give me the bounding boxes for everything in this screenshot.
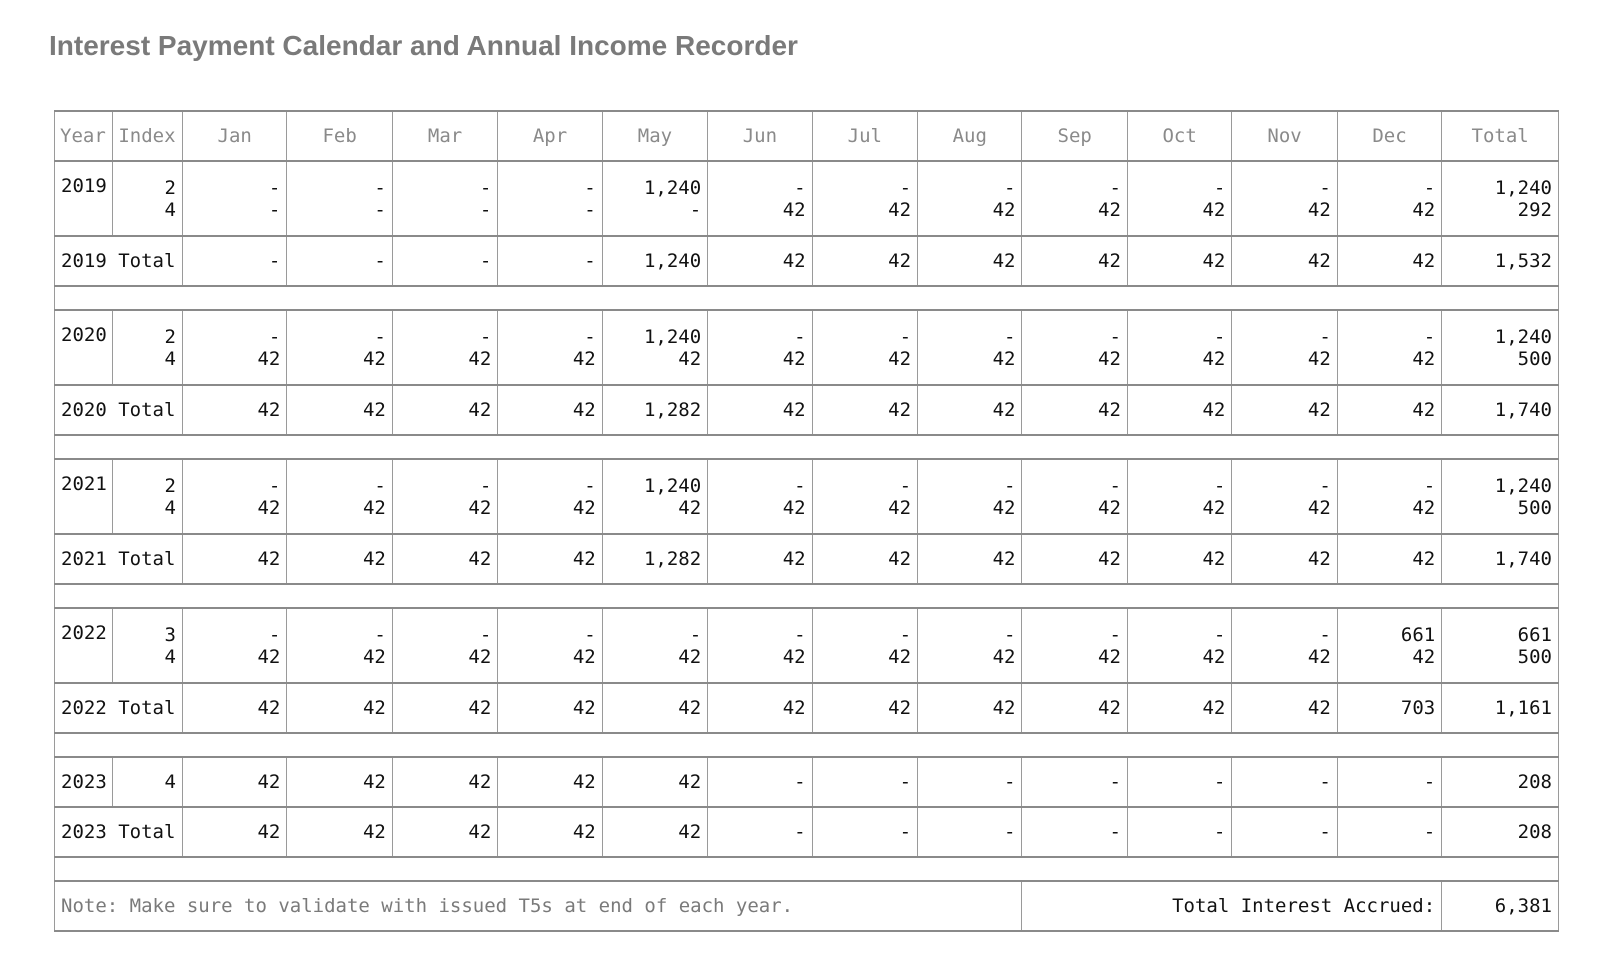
month-value-cell: 42 xyxy=(1337,199,1441,236)
month-header-mar: Mar xyxy=(392,111,497,161)
month-value-cell: 42 xyxy=(708,646,812,683)
year-total-month-cell: - xyxy=(1127,807,1231,857)
year-total-month-cell: 42 xyxy=(1022,385,1127,435)
month-value-cell: 42 xyxy=(1127,497,1231,534)
month-value-cell: - xyxy=(392,310,497,348)
month-header-nov: Nov xyxy=(1232,111,1337,161)
year-total-month-cell: 42 xyxy=(1022,236,1127,286)
month-value-cell: 42 xyxy=(708,199,812,236)
month-value-cell: 42 xyxy=(1337,497,1441,534)
year-cell: 2020 xyxy=(55,310,113,385)
index-cell: 2 xyxy=(113,310,183,348)
year-total-month-cell: 42 xyxy=(812,683,917,733)
year-total-row xyxy=(55,534,1559,584)
month-value-cell: 42 xyxy=(708,348,812,385)
year-grand-total-cell: 208 xyxy=(1442,807,1559,857)
total-accrued-label: Total Interest Accrued: xyxy=(1022,881,1442,931)
month-value-cell: 42 xyxy=(918,348,1022,385)
month-value-cell: - xyxy=(287,161,392,199)
month-value-cell: 42 xyxy=(812,646,917,683)
month-value-cell: - xyxy=(602,199,707,236)
year-grand-total-cell: 1,532 xyxy=(1442,236,1559,286)
month-value-cell: - xyxy=(287,199,392,236)
year-grand-total-cell: 1,161 xyxy=(1442,683,1559,733)
month-value-cell: 42 xyxy=(182,646,286,683)
year-total-month-cell: 42 xyxy=(708,683,812,733)
spacer-cell xyxy=(55,733,1559,757)
month-value-cell: 42 xyxy=(287,348,392,385)
year-total-month-cell: - xyxy=(392,236,497,286)
month-value-cell: - xyxy=(708,161,812,199)
year-total-month-cell: 42 xyxy=(1337,385,1441,435)
year-total-month-cell: 42 xyxy=(182,534,286,584)
month-value-cell: 42 xyxy=(1127,646,1231,683)
month-value-cell: - xyxy=(918,459,1022,497)
month-value-cell: - xyxy=(708,608,812,646)
month-value-cell: 42 xyxy=(602,757,707,807)
month-header-aug: Aug xyxy=(918,111,1022,161)
year-total-month-cell: 42 xyxy=(1022,534,1127,584)
month-value-cell: - xyxy=(498,310,602,348)
year-total-month-cell: 1,240 xyxy=(602,236,707,286)
year-total-month-cell: 42 xyxy=(287,534,392,584)
month-value-cell: 661 xyxy=(1337,608,1441,646)
month-value-cell: 42 xyxy=(812,348,917,385)
year-total-month-cell: 42 xyxy=(1232,534,1337,584)
year-total-month-cell: 42 xyxy=(918,534,1022,584)
year-total-month-cell: - xyxy=(1022,807,1127,857)
month-value-cell: - xyxy=(1022,459,1127,497)
page-title: Interest Payment Calendar and Annual Income Recorder xyxy=(49,30,798,61)
year-total-month-cell: 42 xyxy=(182,683,286,733)
row-total-cell: 1,240 xyxy=(1442,459,1559,497)
month-value-cell: 42 xyxy=(602,497,707,534)
year-total-month-cell: 42 xyxy=(1022,683,1127,733)
year-total-month-cell: 42 xyxy=(708,534,812,584)
index-header: Index xyxy=(113,111,183,161)
index-cell: 4 xyxy=(113,497,183,534)
month-value-cell: 42 xyxy=(1232,348,1337,385)
year-total-month-cell: 42 xyxy=(392,385,497,435)
spacer-row xyxy=(55,733,1559,757)
month-value-cell: - xyxy=(498,199,602,236)
month-value-cell: 42 xyxy=(918,646,1022,683)
row-total-cell: 1,240 xyxy=(1442,161,1559,199)
month-value-cell: - xyxy=(602,608,707,646)
month-value-cell: 42 xyxy=(1337,348,1441,385)
year-total-month-cell: 42 xyxy=(498,683,602,733)
year-total-label: 2023 Total xyxy=(55,807,183,857)
year-total-month-cell: 42 xyxy=(602,807,707,857)
index-cell: 4 xyxy=(113,348,183,385)
month-value-cell: - xyxy=(1232,757,1337,807)
year-total-month-cell: 42 xyxy=(708,385,812,435)
month-header-jun: Jun xyxy=(708,111,812,161)
year-cell: 2019 xyxy=(55,161,113,236)
month-value-cell: - xyxy=(1337,161,1441,199)
month-value-cell: 1,240 xyxy=(602,161,707,199)
spacer-cell xyxy=(55,857,1559,881)
month-value-cell: - xyxy=(1022,608,1127,646)
row-total-cell: 500 xyxy=(1442,348,1559,385)
year-total-month-cell: 42 xyxy=(392,807,497,857)
month-value-cell: - xyxy=(918,608,1022,646)
row-total-cell: 1,240 xyxy=(1442,310,1559,348)
year-total-month-cell: 42 xyxy=(392,534,497,584)
row-total-cell: 500 xyxy=(1442,497,1559,534)
index-cell: 4 xyxy=(113,646,183,683)
year-total-row xyxy=(55,807,1559,857)
month-value-cell: 42 xyxy=(182,757,286,807)
month-value-cell: 42 xyxy=(392,646,497,683)
interest-table xyxy=(54,110,1559,932)
year-total-month-cell: 42 xyxy=(812,385,917,435)
month-value-cell: 42 xyxy=(812,199,917,236)
year-total-month-cell: - xyxy=(498,236,602,286)
year-total-month-cell: 42 xyxy=(708,236,812,286)
year-total-month-cell: 42 xyxy=(1232,683,1337,733)
month-value-cell: - xyxy=(918,161,1022,199)
year-cell: 2022 xyxy=(55,608,113,683)
footer-row xyxy=(55,881,1559,931)
month-value-cell: - xyxy=(1232,608,1337,646)
month-value-cell: 42 xyxy=(287,757,392,807)
month-value-cell: 42 xyxy=(1232,199,1337,236)
month-value-cell: 42 xyxy=(1337,646,1441,683)
month-value-cell: - xyxy=(287,310,392,348)
month-value-cell: - xyxy=(1127,161,1231,199)
month-value-cell: - xyxy=(182,199,286,236)
month-value-cell: - xyxy=(1232,310,1337,348)
index-cell: 2 xyxy=(113,161,183,199)
month-value-cell: 42 xyxy=(498,757,602,807)
month-value-cell: 42 xyxy=(392,497,497,534)
month-header-jan: Jan xyxy=(182,111,286,161)
footer-note: Note: Make sure to validate with issued T5s at end of each year. xyxy=(55,881,1022,931)
month-value-cell: - xyxy=(1127,459,1231,497)
spacer-cell xyxy=(55,435,1559,459)
index-cell: 2 xyxy=(113,459,183,497)
month-value-cell: - xyxy=(708,310,812,348)
month-value-cell: - xyxy=(1337,310,1441,348)
month-value-cell: - xyxy=(708,459,812,497)
month-value-cell: 1,240 xyxy=(602,459,707,497)
month-value-cell: - xyxy=(392,608,497,646)
spacer-row xyxy=(55,857,1559,881)
year-total-month-cell: - xyxy=(812,807,917,857)
table-row xyxy=(55,646,1559,683)
year-total-month-cell: 42 xyxy=(812,236,917,286)
month-value-cell: - xyxy=(182,310,286,348)
row-total-cell: 292 xyxy=(1442,199,1559,236)
month-value-cell: - xyxy=(498,608,602,646)
month-value-cell: - xyxy=(812,459,917,497)
month-value-cell: 42 xyxy=(812,497,917,534)
year-total-month-cell: 42 xyxy=(498,807,602,857)
index-cell: 4 xyxy=(113,757,183,807)
year-total-month-cell: 42 xyxy=(1127,683,1231,733)
month-value-cell: - xyxy=(1022,757,1127,807)
month-value-cell: 42 xyxy=(182,497,286,534)
year-total-label: 2022 Total xyxy=(55,683,183,733)
month-value-cell: - xyxy=(182,161,286,199)
month-value-cell: 42 xyxy=(1022,348,1127,385)
table-row xyxy=(55,757,1559,807)
month-value-cell: 42 xyxy=(1127,348,1231,385)
spacer-cell xyxy=(55,286,1559,310)
year-total-month-cell: 42 xyxy=(1127,534,1231,584)
year-total-month-cell: 42 xyxy=(1127,236,1231,286)
month-value-cell: 42 xyxy=(602,646,707,683)
month-value-cell: 42 xyxy=(708,497,812,534)
month-value-cell: - xyxy=(1127,757,1231,807)
month-value-cell: - xyxy=(812,310,917,348)
year-total-month-cell: 42 xyxy=(1232,236,1337,286)
month-value-cell: - xyxy=(812,608,917,646)
month-value-cell: - xyxy=(1022,161,1127,199)
table-row xyxy=(55,199,1559,236)
year-total-month-cell: 1,282 xyxy=(602,534,707,584)
month-header-apr: Apr xyxy=(498,111,602,161)
month-value-cell: - xyxy=(812,757,917,807)
month-value-cell: - xyxy=(287,608,392,646)
month-header-oct: Oct xyxy=(1127,111,1231,161)
spacer-cell xyxy=(55,584,1559,608)
month-value-cell: - xyxy=(182,608,286,646)
table-row xyxy=(55,161,1559,199)
year-cell: 2023 xyxy=(55,757,113,807)
year-total-month-cell: - xyxy=(182,236,286,286)
year-total-month-cell: 42 xyxy=(812,534,917,584)
spacer-row xyxy=(55,286,1559,310)
month-value-cell: 42 xyxy=(1232,646,1337,683)
month-value-cell: 42 xyxy=(392,757,497,807)
month-value-cell: - xyxy=(1337,757,1441,807)
year-total-month-cell: 42 xyxy=(182,385,286,435)
year-total-row xyxy=(55,385,1559,435)
month-value-cell: - xyxy=(918,310,1022,348)
month-value-cell: - xyxy=(392,199,497,236)
month-value-cell: - xyxy=(1022,310,1127,348)
total-accrued-value: 6,381 xyxy=(1442,881,1559,931)
year-total-label: 2019 Total xyxy=(55,236,183,286)
row-total-cell: 500 xyxy=(1442,646,1559,683)
table-row xyxy=(55,459,1559,497)
spacer-row xyxy=(55,584,1559,608)
month-value-cell: 42 xyxy=(918,199,1022,236)
year-total-month-cell: 42 xyxy=(1127,385,1231,435)
month-header-may: May xyxy=(602,111,707,161)
year-total-month-cell: 42 xyxy=(918,683,1022,733)
month-value-cell: 42 xyxy=(287,497,392,534)
year-total-label: 2020 Total xyxy=(55,385,183,435)
month-value-cell: 42 xyxy=(392,348,497,385)
spacer-row xyxy=(55,435,1559,459)
month-value-cell: - xyxy=(812,161,917,199)
year-total-month-cell: - xyxy=(708,807,812,857)
month-value-cell: - xyxy=(1232,459,1337,497)
header-row xyxy=(55,111,1559,161)
year-total-row xyxy=(55,683,1559,733)
month-value-cell: 42 xyxy=(182,348,286,385)
year-total-month-cell: - xyxy=(1232,807,1337,857)
table-row xyxy=(55,608,1559,646)
month-value-cell: - xyxy=(1127,310,1231,348)
month-header-feb: Feb xyxy=(287,111,392,161)
month-value-cell: 42 xyxy=(287,646,392,683)
month-value-cell: 42 xyxy=(498,646,602,683)
month-value-cell: - xyxy=(182,459,286,497)
table-row xyxy=(55,497,1559,534)
month-value-cell: 42 xyxy=(918,497,1022,534)
month-value-cell: 42 xyxy=(1022,199,1127,236)
year-total-month-cell: 42 xyxy=(1337,236,1441,286)
month-value-cell: - xyxy=(1337,459,1441,497)
table-body xyxy=(55,161,1559,931)
year-total-month-cell: - xyxy=(918,807,1022,857)
year-total-month-cell: 42 xyxy=(918,236,1022,286)
year-total-month-cell: 703 xyxy=(1337,683,1441,733)
year-total-month-cell: 42 xyxy=(1232,385,1337,435)
year-grand-total-cell: 1,740 xyxy=(1442,385,1559,435)
month-value-cell: - xyxy=(392,161,497,199)
month-header-jul: Jul xyxy=(812,111,917,161)
month-value-cell: 42 xyxy=(1127,199,1231,236)
month-value-cell: 42 xyxy=(1022,497,1127,534)
year-total-month-cell: 42 xyxy=(602,683,707,733)
year-grand-total-cell: 1,740 xyxy=(1442,534,1559,584)
month-value-cell: 42 xyxy=(1232,497,1337,534)
year-total-month-cell: 42 xyxy=(918,385,1022,435)
month-value-cell: - xyxy=(1127,608,1231,646)
table-row xyxy=(55,310,1559,348)
index-cell: 4 xyxy=(113,199,183,236)
month-value-cell: 42 xyxy=(498,497,602,534)
year-total-month-cell: 42 xyxy=(1337,534,1441,584)
year-total-month-cell: 42 xyxy=(287,807,392,857)
month-value-cell: - xyxy=(708,757,812,807)
year-total-month-cell: 42 xyxy=(498,385,602,435)
year-total-month-cell: 42 xyxy=(498,534,602,584)
month-value-cell: - xyxy=(498,161,602,199)
month-value-cell: - xyxy=(498,459,602,497)
year-total-month-cell: 1,282 xyxy=(602,385,707,435)
year-total-month-cell: - xyxy=(1337,807,1441,857)
year-total-month-cell: 42 xyxy=(392,683,497,733)
year-total-row xyxy=(55,236,1559,286)
month-value-cell: - xyxy=(918,757,1022,807)
month-value-cell: 42 xyxy=(1022,646,1127,683)
row-total-cell: 208 xyxy=(1442,757,1559,807)
index-cell: 3 xyxy=(113,608,183,646)
total-header: Total xyxy=(1442,111,1559,161)
month-value-cell: 42 xyxy=(498,348,602,385)
year-total-month-cell: 42 xyxy=(287,683,392,733)
year-cell: 2021 xyxy=(55,459,113,534)
year-total-label: 2021 Total xyxy=(55,534,183,584)
row-total-cell: 661 xyxy=(1442,608,1559,646)
table-row xyxy=(55,348,1559,385)
month-value-cell: 1,240 xyxy=(602,310,707,348)
month-header-sep: Sep xyxy=(1022,111,1127,161)
year-header: Year xyxy=(55,111,113,161)
month-value-cell: - xyxy=(392,459,497,497)
month-value-cell: - xyxy=(1232,161,1337,199)
month-value-cell: - xyxy=(287,459,392,497)
month-value-cell: 42 xyxy=(602,348,707,385)
year-total-month-cell: - xyxy=(287,236,392,286)
month-header-dec: Dec xyxy=(1337,111,1441,161)
year-total-month-cell: 42 xyxy=(287,385,392,435)
year-total-month-cell: 42 xyxy=(182,807,286,857)
